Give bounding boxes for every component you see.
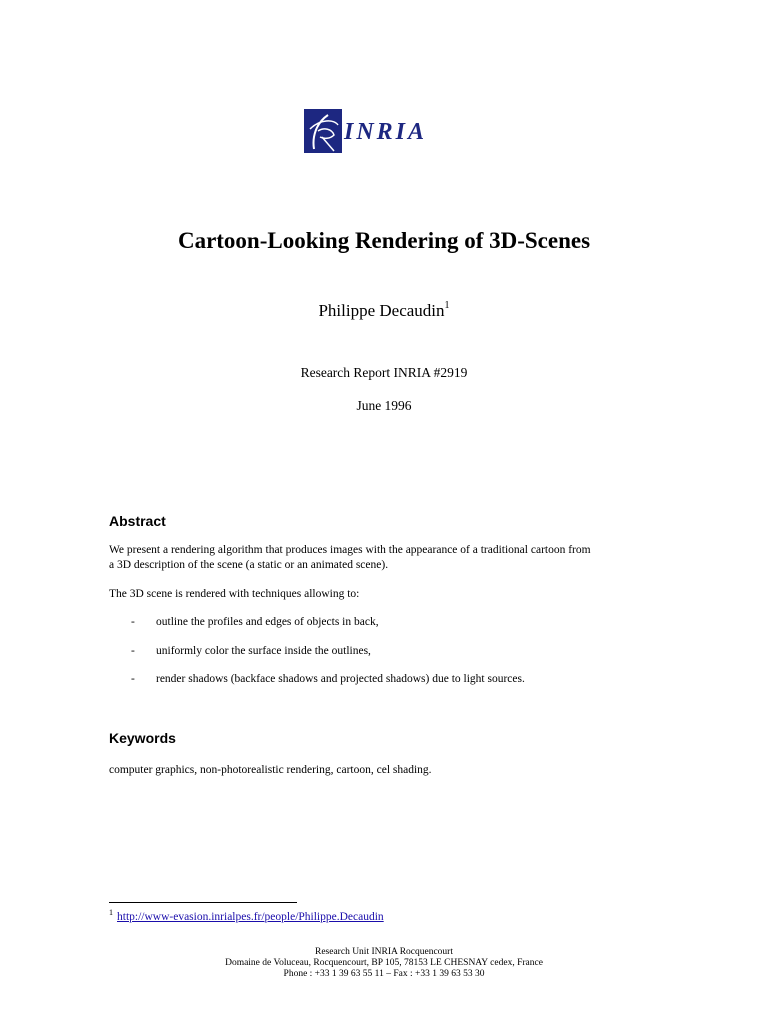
inria-emblem-graphic bbox=[304, 109, 342, 153]
page-title: Cartoon-Looking Rendering of 3D-Scenes bbox=[177, 228, 591, 253]
keywords-heading: Keywords bbox=[109, 730, 176, 746]
author bbox=[0, 300, 768, 321]
inria-logo-emblem bbox=[304, 109, 342, 153]
bullet-text: render shadows (backface shadows and projected shadows) due to light sources. bbox=[156, 673, 525, 685]
author-footnote-mark: 1 bbox=[444, 300, 450, 311]
bullet-marker: - bbox=[131, 673, 135, 685]
abstract-paragraph-2: The 3D scene is rendered with techniques allowing to: bbox=[109, 588, 360, 600]
abstract-heading: Abstract bbox=[109, 513, 166, 529]
bullet-marker: - bbox=[131, 645, 135, 657]
inria-logo bbox=[304, 109, 464, 153]
bullet-marker: - bbox=[131, 616, 135, 628]
abstract-paragraph-line-2: a 3D description of the scene (a static or an animated scene). bbox=[109, 559, 389, 571]
bullet-text: outline the profiles and edges of objects in back, bbox=[156, 616, 379, 628]
bullet-text: uniformly color the surface inside the outlines, bbox=[156, 645, 371, 657]
footer-line-3: Phone : +33 1 39 63 55 11 – Fax : +33 1 39 63 53 30 bbox=[283, 969, 485, 979]
footnote-link[interactable]: http://www-evasion.inrialpes.fr/people/Philippe.Decaudin bbox=[117, 911, 384, 923]
report-date: June 1996 bbox=[356, 398, 412, 413]
report-number: Research Report INRIA #2919 bbox=[300, 365, 468, 380]
footnote-divider bbox=[109, 902, 297, 903]
footnote-mark: 1 bbox=[109, 908, 113, 917]
author-name: Philippe Decaudin bbox=[318, 301, 445, 320]
footer-line-1: Research Unit INRIA Rocquencourt bbox=[315, 947, 453, 957]
keywords-text: computer graphics, non-photorealistic rendering, cartoon, cel shading. bbox=[109, 764, 432, 776]
footer-line-2: Domaine de Voluceau, Rocquencourt, BP 105, 78153 LE CHESNAY cedex, France bbox=[225, 958, 543, 968]
abstract-paragraph-line-1: We present a rendering algorithm that produces images with the appearance of a traditional cartoon from bbox=[109, 544, 591, 556]
inria-logo-text: INRIA bbox=[344, 119, 428, 145]
footnote bbox=[109, 908, 384, 923]
